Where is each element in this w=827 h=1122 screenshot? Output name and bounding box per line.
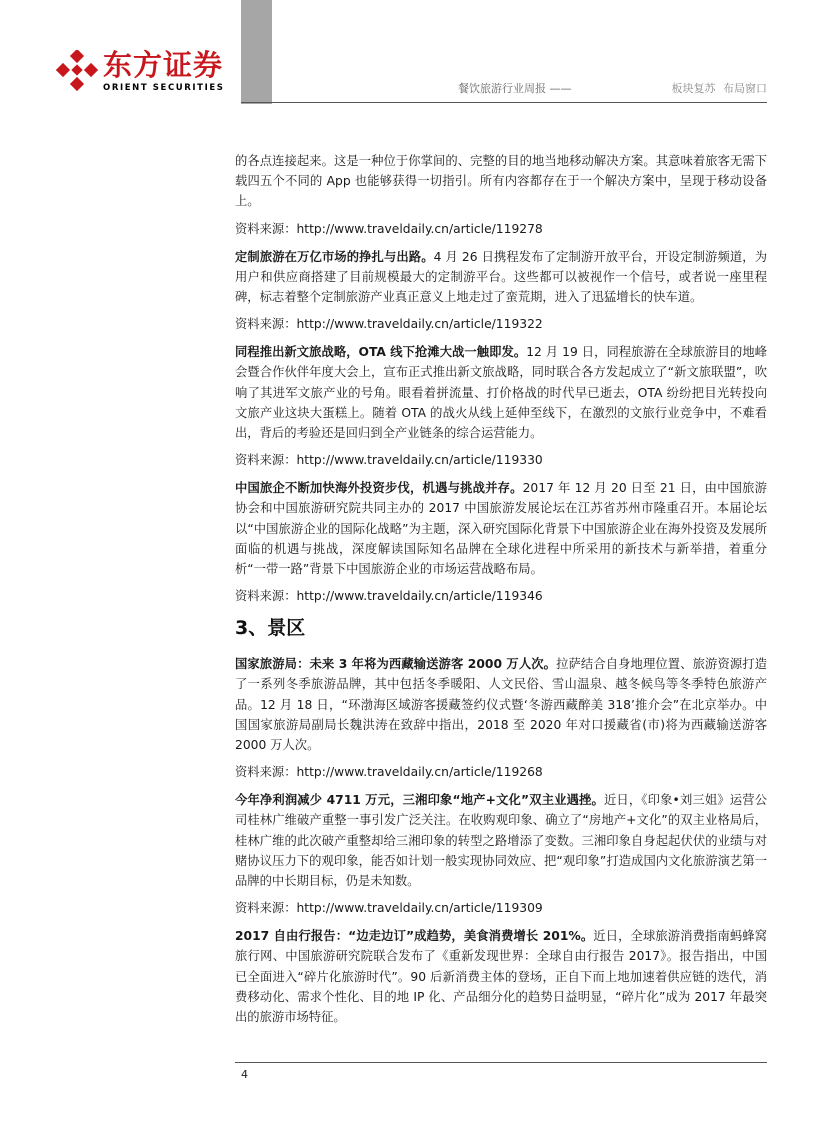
paragraph-text: 2017 年 12 月 20 日至 21 日，由中国旅游协会和中国旅游研究院共同主办的 2017 中国旅游发展论坛在江苏省苏州市隆重召开。本届论坛以“中国旅游企业的国际化战略”为主题，深入研究国际化背景下中国旅游企业在海外投资及发展所面临的机遇与挑战，深度解读国际知名品牌在全球化进程中所采用的新技术与新举措，着重分析“一带一路”背景下中国旅游企业的市场运营战略布局。 [235,481,767,577]
logo-chinese-name: 东方证券 [103,48,224,82]
paragraph-headline: 中国旅企不断加快海外投资步伐，机遇与挑战并存。 [235,481,523,496]
news-paragraph-overseas-investment [235,478,767,579]
section-heading: 3、景区 [235,617,306,640]
paragraph-headline: 今年净利润减少 4711 万元，三湘印象“地产+文化”双主业遇挫。 [235,793,604,808]
source-line: 资料来源：http://www.traveldaily.cn/article/119330 [235,453,543,468]
paragraph-text: 12 月 19 日，同程旅游在全球旅游目的地峰会暨合作伙伴年度大会上，宣布正式推出新文旅战略，同时联合各方发起成立了“新文旅联盟”，吹响了其进军文旅产业的号角。眼看着拼流量、打价格战的时代早已逝去，OTA 纷纷把目光转投向文旅产业这块大蛋糕上。随着 OTA 的战火从线上延伸至线下，在激烈的文旅行业竞争中，不难看出，背后的考验还是回归到全产业链条的综合运营能力。 [235,345,767,441]
source-line: 资料来源：http://www.traveldaily.cn/article/119278 [235,221,543,236]
page-number: 4 [241,1068,248,1081]
news-paragraph-sanxiang [235,790,767,891]
header-gray-band [241,0,272,104]
intro-paragraph: 的各点连接起来。这是一种位于你掌间的、完整的目的地当地移动解决方案。其意味着旅客无需下载四五个不同的 App 也能够获得一切指引。所有内容都存在于一个解决方案中，呈现于移动设备上。 [235,154,767,209]
report-subtitle: 板块复苏 布局窗口 [671,82,767,95]
news-paragraph-custom-travel [235,247,767,308]
source-line: 资料来源：http://www.traveldaily.cn/article/119346 [235,589,543,604]
paragraph-text: 近日，《印象•刘三姐》运营公司桂林广维破产重整一事引发广泛关注。在收购观印象、确立了“房地产+文化”的双主业格局后，桂林广维的此次破产重整却给三湘印象的转型之路增添了变数。三湘印象自身起起伏伏的业绩与对赌协议压力下的观印象，能否如计划一般实现协同效应、把“观印象”打造成国内文化旅游演艺第一品牌的中长期目标，仍是未知数。 [235,793,767,889]
paragraph-headline: 2017 自由行报告：“边走边订”成趋势，美食消费增长 201%。 [235,929,594,944]
news-paragraph-free-travel-report [235,926,767,1027]
orient-securities-logo-icon [56,50,98,92]
paragraph-headline: 国家旅游局：未来 3 年将为西藏输送游客 2000 万人次。 [235,657,557,672]
logo-english-name: ORIENT SECURITIES [103,83,225,93]
footer-divider [235,1062,767,1063]
news-paragraph-tibet [235,654,767,755]
paragraph-headline: 定制旅游在万亿市场的挣扎与出路。 [235,249,434,264]
news-paragraph-tongcheng [235,342,767,443]
paragraph-headline: 同程推出新文旅战略，OTA 线下抢滩大战一触即发。 [235,345,527,360]
source-line: 资料来源：http://www.traveldaily.cn/article/119322 [235,317,543,332]
paragraph-text: 拉萨结合自身地理位置、旅游资源打造了一系列冬季旅游品牌，其中包括冬季暖阳、人文民俗、雪山温泉、越冬候鸟等冬季特色旅游产品。12 月 18 日，“环渤海区域游客援藏签约仪式暨‘冬游西藏醉美 318’推介会”在北京举办。中国国家旅游局副局长魏洪涛在致辞中指出，2018 至 2020 年对口援藏省(市)将为西藏输送游客 2000 万人次。 [235,657,767,753]
paragraph-text: 近日，全球旅游消费指南蚂蜂窝旅行网、中国旅游研究院联合发布了《重新发现世界：全球自由行报告 2017》。报告指出，中国已全面进入“碎片化旅游时代”。90 后新消费主体的登场，正自下而上地加速着供应链的迭代，消费移动化、需求个性化、目的地 IP 化、产品细分化的趋势日益明显，“碎片化”成为 2017 年最突出的旅游市场特征。 [235,929,767,1025]
paragraph-text: 4 月 26 日携程发布了定制游开放平台，开设定制游频道，为用户和供应商搭建了目前规模最大的定制游平台。这些都可以被视作一个信号，或者说一座里程碑，标志着整个定制旅游产业真正意义上地走过了蛮荒期，进入了迅猛增长的快车道。 [235,249,767,305]
report-title: 餐饮旅游行业周报 —— [458,82,572,95]
document-body [235,151,767,1034]
source-line: 资料来源：http://www.traveldaily.cn/article/119268 [235,765,543,780]
source-line: 资料来源：http://www.traveldaily.cn/article/119309 [235,901,543,916]
header-divider [241,102,767,103]
